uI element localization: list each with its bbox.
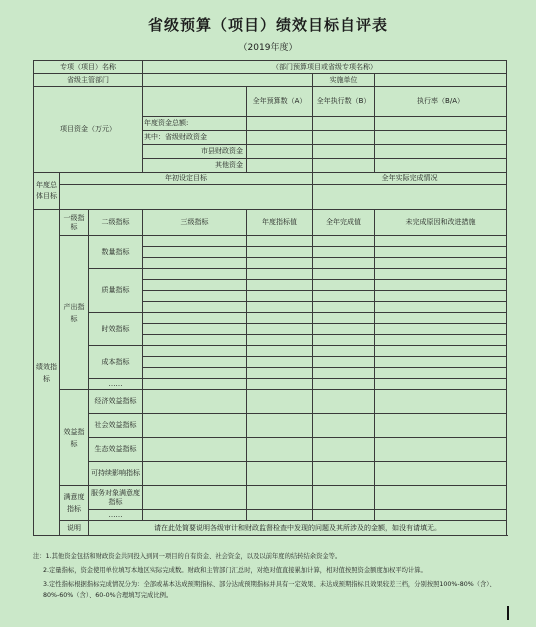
- cell[interactable]: [247, 324, 313, 335]
- sustainable-impact-indicator: 可持续影响指标: [89, 462, 143, 486]
- cell[interactable]: [313, 346, 375, 357]
- funds-other-label: 其他资金: [143, 159, 247, 173]
- cell[interactable]: [375, 486, 507, 510]
- cell[interactable]: [143, 346, 247, 357]
- cell[interactable]: [375, 291, 507, 302]
- cell[interactable]: [247, 247, 313, 258]
- target-header: 年度指标值: [247, 210, 313, 236]
- text-cursor: [507, 606, 509, 620]
- cell[interactable]: [247, 131, 313, 145]
- cell[interactable]: [143, 269, 247, 280]
- cell[interactable]: [143, 302, 247, 313]
- output-indicator-label: 产出指标: [60, 236, 89, 390]
- perf-indicator-label: 绩效指标: [34, 210, 60, 536]
- cell[interactable]: [313, 462, 375, 486]
- cell[interactable]: [313, 324, 375, 335]
- cell[interactable]: [313, 159, 375, 173]
- remark-text[interactable]: 请在此处简要说明各级审计和财政监督检查中发现的问题及其所涉及的金额，如没有请填无。: [89, 521, 507, 536]
- cell[interactable]: [143, 438, 247, 462]
- cell[interactable]: [313, 414, 375, 438]
- funds-county-label: 市县财政资金: [143, 145, 247, 159]
- cell[interactable]: [375, 368, 507, 379]
- cell[interactable]: [375, 335, 507, 346]
- reason-header: 未完成原因和改进措施: [375, 210, 507, 236]
- remark-label: 说明: [60, 521, 89, 536]
- cell[interactable]: [247, 414, 313, 438]
- goal-actual-value[interactable]: [313, 185, 507, 210]
- cell[interactable]: [247, 302, 313, 313]
- level2-header: 二级指标: [89, 210, 143, 236]
- cell[interactable]: [143, 291, 247, 302]
- funds-label: 项目资金（万元）: [34, 87, 143, 173]
- goal-initial-header: 年初设定目标: [60, 173, 313, 185]
- cell[interactable]: [143, 324, 247, 335]
- cell[interactable]: [375, 510, 507, 521]
- cell[interactable]: [247, 159, 313, 173]
- cell[interactable]: [375, 117, 507, 131]
- cell[interactable]: [143, 486, 247, 510]
- cell[interactable]: [247, 236, 313, 247]
- cost-indicator: 成本指标: [89, 346, 143, 379]
- goal-initial-value[interactable]: [60, 185, 313, 210]
- cell[interactable]: [375, 462, 507, 486]
- cell[interactable]: [375, 390, 507, 414]
- cell[interactable]: [375, 414, 507, 438]
- cell[interactable]: [247, 346, 313, 357]
- cell[interactable]: [247, 368, 313, 379]
- cell[interactable]: [247, 117, 313, 131]
- note-1: 注：1.其他资金包括和财政资金共同投入到同一项目的自有资金、社会资金，以及以前年度的结转结余资金等。: [33, 553, 342, 560]
- form-title: 省级预算（项目）绩效目标自评表: [147, 16, 388, 34]
- level1-header: 一级指标: [60, 210, 89, 236]
- cell[interactable]: [143, 236, 247, 247]
- cell[interactable]: [313, 510, 375, 521]
- benefit-indicator-label: 效益指标: [60, 390, 89, 486]
- cell[interactable]: [143, 335, 247, 346]
- cell[interactable]: [247, 280, 313, 291]
- cell[interactable]: [247, 258, 313, 269]
- cell[interactable]: [143, 247, 247, 258]
- impl-unit-label: 实施单位: [313, 74, 375, 87]
- cell[interactable]: [313, 247, 375, 258]
- done-header: 全年完成值: [313, 210, 375, 236]
- cell[interactable]: [247, 269, 313, 280]
- funds-blank: [143, 87, 247, 117]
- cell[interactable]: [247, 462, 313, 486]
- cell[interactable]: [313, 236, 375, 247]
- col-annual-exec: 全年执行数（B）: [313, 87, 375, 117]
- cell[interactable]: [313, 258, 375, 269]
- cell[interactable]: [143, 313, 247, 324]
- cell[interactable]: [313, 379, 375, 390]
- cell[interactable]: [375, 357, 507, 368]
- form-year: （2019年度）: [238, 43, 298, 53]
- cell[interactable]: [247, 379, 313, 390]
- project-name-label: 专项（项目）名称: [34, 61, 143, 74]
- cell[interactable]: [143, 510, 247, 521]
- cell[interactable]: [375, 302, 507, 313]
- cell[interactable]: [247, 510, 313, 521]
- cell[interactable]: [313, 357, 375, 368]
- cell[interactable]: [247, 486, 313, 510]
- note-2: 2.定量指标，资金使用单位填写本地区实际完成数。财政和主管部门汇总时，对绝对值直接累加计算，相对值按照资金额度加权平均计算。: [43, 567, 427, 574]
- dept-label: 省级主管部门: [34, 74, 143, 87]
- cell[interactable]: [247, 438, 313, 462]
- output-more-indicator: ……: [89, 379, 143, 390]
- satisfaction-more-indicator: ……: [89, 510, 143, 521]
- cell[interactable]: [313, 368, 375, 379]
- cell[interactable]: [143, 357, 247, 368]
- cell[interactable]: [143, 368, 247, 379]
- economic-benefit-indicator: 经济效益指标: [89, 390, 143, 414]
- cell[interactable]: [247, 291, 313, 302]
- satisfaction-indicator-label: 满意度指标: [60, 486, 89, 521]
- cell[interactable]: [375, 159, 507, 173]
- cell[interactable]: [375, 145, 507, 159]
- cell[interactable]: [143, 462, 247, 486]
- cell[interactable]: [143, 379, 247, 390]
- quantity-indicator: 数量指标: [89, 236, 143, 269]
- cell[interactable]: [143, 258, 247, 269]
- cell[interactable]: [143, 414, 247, 438]
- cell[interactable]: [375, 313, 507, 324]
- cell[interactable]: [375, 236, 507, 247]
- cell[interactable]: [313, 486, 375, 510]
- self-evaluation-table: [33, 60, 507, 536]
- social-benefit-indicator: 社会效益指标: [89, 414, 143, 438]
- annual-goal-label: 年度总体目标: [34, 173, 60, 210]
- cell[interactable]: [143, 390, 247, 414]
- level3-header: 三级指标: [143, 210, 247, 236]
- impl-unit-value[interactable]: [375, 74, 507, 87]
- timeliness-indicator: 时效指标: [89, 313, 143, 346]
- ecological-benefit-indicator: 生态效益指标: [89, 438, 143, 462]
- note-3: 3.定性指标根据指标完成情况分为：全部或基本达成预期指标、部分达成预期指标并具有一定效果、未达成预期指标且效果较差三档，分别按照100%-80%（含）、80%-60%（含）、60-0%合理填写完成比例。: [43, 581, 496, 599]
- col-annual-budget: 全年预算数（A）: [247, 87, 313, 117]
- cell[interactable]: [375, 324, 507, 335]
- cell[interactable]: [247, 145, 313, 159]
- col-exec-rate: 执行率（B/A）: [375, 87, 507, 117]
- cell[interactable]: [313, 390, 375, 414]
- cell[interactable]: [375, 379, 507, 390]
- cell[interactable]: [313, 269, 375, 280]
- cell[interactable]: [313, 302, 375, 313]
- funds-provincial-label: 其中：省级财政资金: [143, 131, 247, 145]
- cell[interactable]: [375, 280, 507, 291]
- cell[interactable]: [375, 131, 507, 145]
- quality-indicator: 质量指标: [89, 269, 143, 313]
- cell[interactable]: [313, 438, 375, 462]
- cell[interactable]: [375, 438, 507, 462]
- cell[interactable]: [247, 357, 313, 368]
- project-name-value[interactable]: （部门预算项目或省级专项名称）: [143, 61, 507, 74]
- cell[interactable]: [247, 313, 313, 324]
- cell[interactable]: [375, 269, 507, 280]
- cell[interactable]: [313, 313, 375, 324]
- footnotes: [33, 551, 506, 604]
- cell[interactable]: [313, 145, 375, 159]
- cell[interactable]: [375, 346, 507, 357]
- service-satisfaction-indicator: 服务对象满意度指标: [89, 486, 143, 510]
- cell[interactable]: [375, 247, 507, 258]
- cell[interactable]: [143, 280, 247, 291]
- dept-value[interactable]: [143, 74, 313, 87]
- cell[interactable]: [247, 335, 313, 346]
- goal-actual-header: 全年实际完成情况: [313, 173, 507, 185]
- cell[interactable]: [247, 390, 313, 414]
- cell[interactable]: [313, 131, 375, 145]
- cell[interactable]: [313, 291, 375, 302]
- funds-total-label: 年度资金总额:: [143, 117, 247, 131]
- cell[interactable]: [313, 280, 375, 291]
- cell[interactable]: [313, 335, 375, 346]
- cell[interactable]: [375, 258, 507, 269]
- cell[interactable]: [313, 117, 375, 131]
